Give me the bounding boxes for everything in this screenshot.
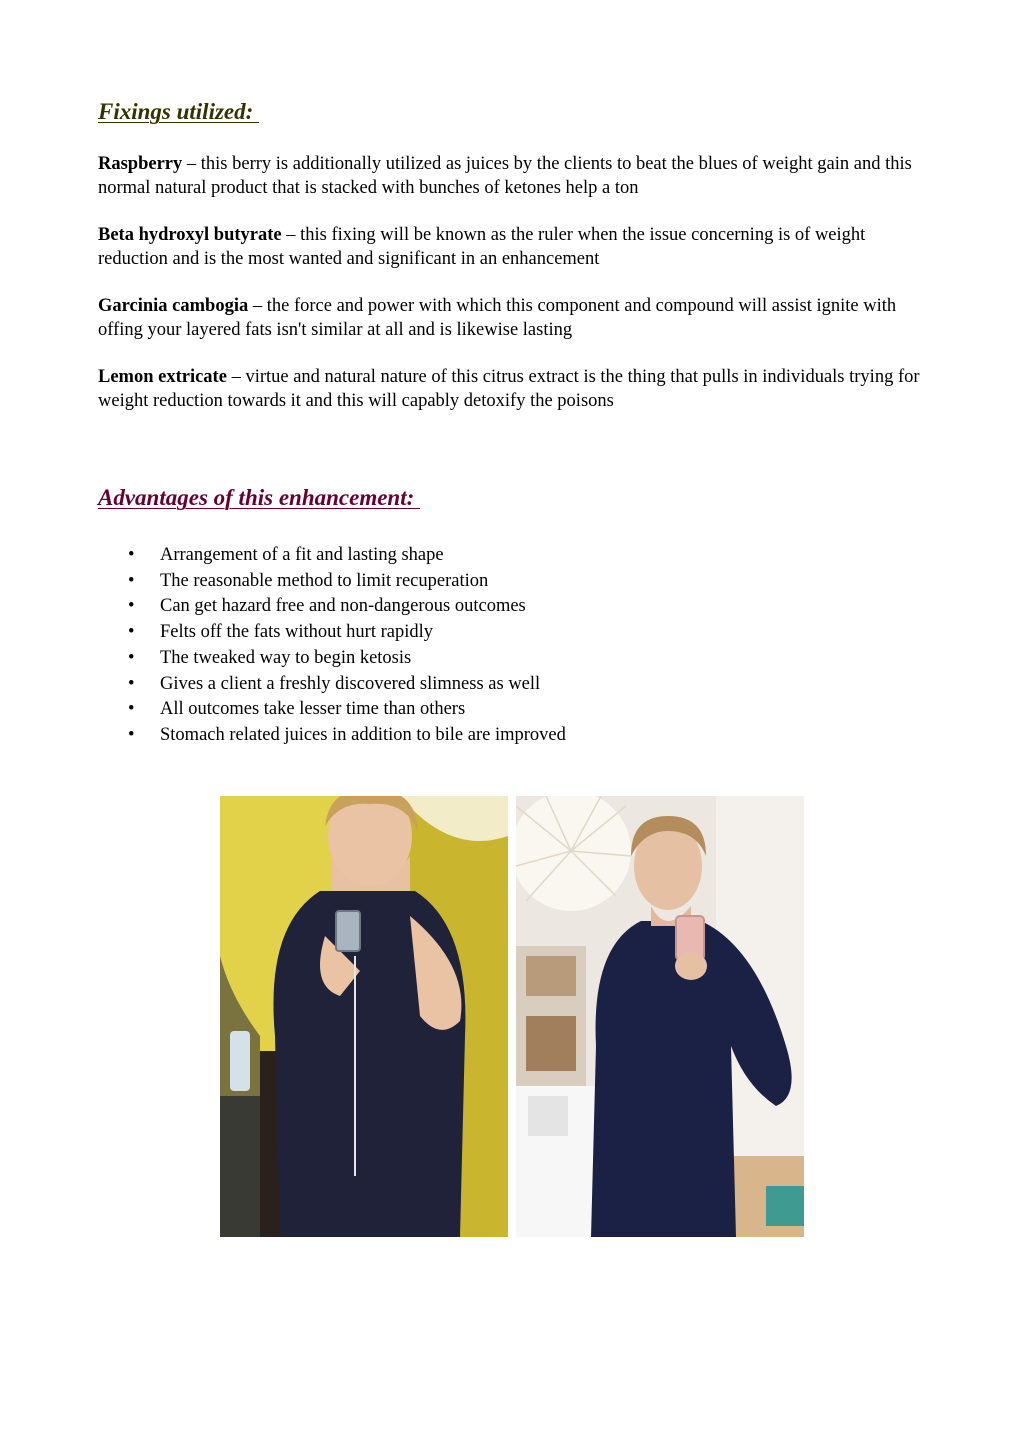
list-item-text: Can get hazard free and non-dangerous outcomes	[160, 596, 526, 617]
bullet: •	[128, 647, 135, 668]
list-item	[0, 697, 900, 723]
list-item-text: The reasonable method to limit recuperation	[160, 570, 489, 591]
advantages-list	[0, 543, 900, 749]
ingredient-description: – this berry is additionally utilized as juices by the clients to beat the blues of weight gain and this normal natural product that is stacked with bunches of ketones help a ton	[98, 154, 912, 198]
bullet: •	[128, 570, 135, 591]
list-item-text: Felts off the fats without hurt rapidly	[160, 622, 434, 643]
ingredient-garcinia	[98, 294, 928, 342]
fixings-heading: Fixings utilized:	[98, 99, 260, 124]
list-item	[0, 672, 900, 698]
list-item-text: Arrangement of a fit and lasting shape	[160, 545, 444, 565]
ingredient-bhb	[98, 223, 928, 271]
ingredient-name: Beta hydroxyl butyrate	[98, 225, 282, 245]
after-photo	[516, 796, 804, 1237]
list-item	[0, 569, 900, 595]
ingredient-raspberry	[98, 152, 928, 200]
ingredient-name: Lemon extricate	[98, 367, 227, 387]
list-item	[0, 594, 900, 620]
ingredient-lemon	[98, 365, 928, 413]
ingredient-description: – the force and power with which this component and compound will assist ignite with offing your layered fats isn't similar at all and is likewise lasting	[98, 296, 897, 340]
bullet: •	[128, 622, 135, 643]
before-photo-icon	[220, 796, 508, 1237]
advantages-heading: Advantages of this enhancement:	[98, 485, 421, 510]
ingredient-description: – this fixing will be known as the ruler when the issue concerning is of weight reduction and is the most wanted and significant in an enhancement	[98, 225, 866, 269]
bullet: •	[128, 673, 135, 694]
list-item-text: Stomach related juices in addition to bile are improved	[160, 724, 566, 745]
bullet: •	[128, 699, 135, 720]
ingredient-name: Raspberry	[98, 154, 183, 174]
list-item-text: All outcomes take lesser time than others	[160, 699, 466, 720]
after-photo-icon	[516, 796, 804, 1237]
bullet: •	[128, 545, 135, 565]
list-item	[0, 646, 900, 672]
list-item	[0, 723, 900, 749]
before-photo	[220, 796, 508, 1237]
list-item	[0, 620, 900, 646]
ingredient-description: – virtue and natural nature of this citrus extract is the thing that pulls in individuals trying for weight reduction towards it and this will capably detoxify the poisons	[98, 367, 920, 411]
bullet: •	[128, 724, 135, 745]
list-item-text: The tweaked way to begin ketosis	[160, 647, 412, 668]
list-item-text: Gives a client a freshly discovered slimness as well	[160, 673, 541, 694]
list-item	[0, 543, 900, 569]
ingredient-name: Garcinia cambogia	[98, 296, 249, 316]
bullet: •	[128, 596, 135, 617]
